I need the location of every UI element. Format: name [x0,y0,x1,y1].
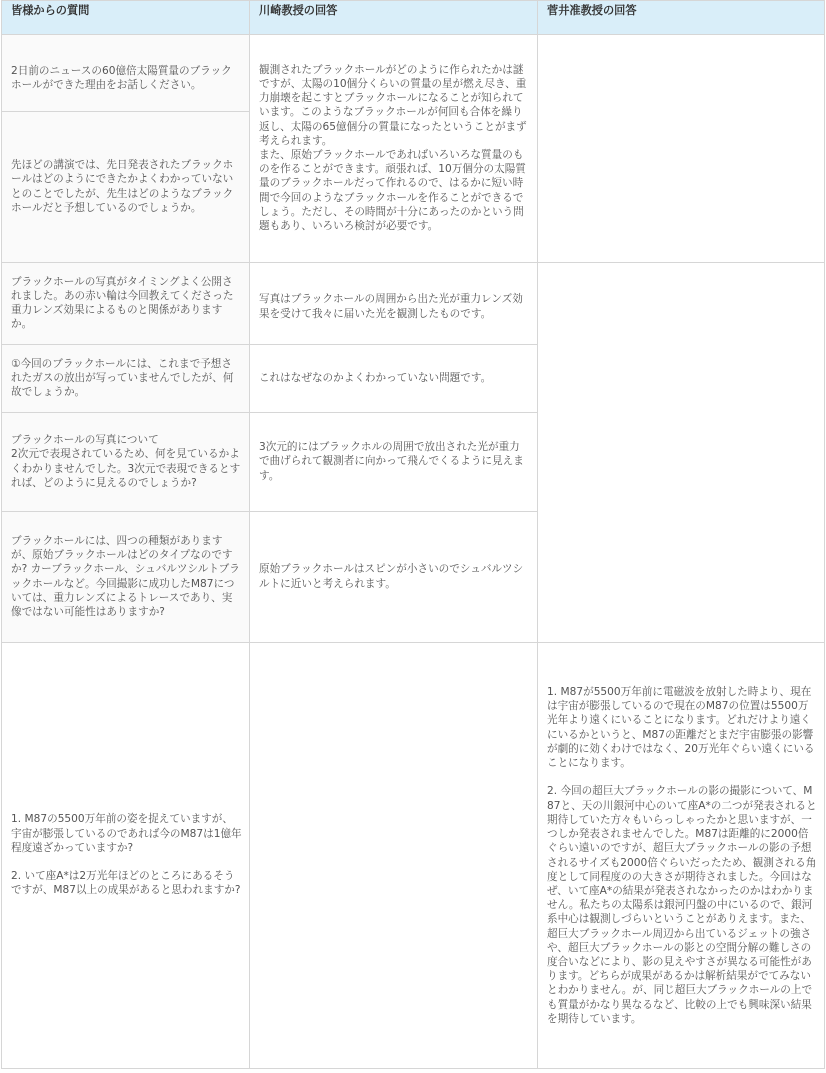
question-cell: 2日前のニュースの60億倍太陽質量のブラックホールができた理由をお話しください。 [2,35,250,112]
kawasaki-answer-cell: 観測されたブラックホールがどのように作られたかは謎ですが、太陽の10個分くらいの質量の星が燃え尽き、重力崩壊を起こすとブラックホールになることが知られています。このようなブラックホールが何回も合体を繰り返し、太陽の65億個分の質量になったということがまず考えられます。 また、原始ブラックホールであればいろいろな質量のものを作ることができます。頑張れば、10万個分の太陽質量のブラックホールだって作れるので、はるかに短い時間で今回のようなブラックホールを作ることができるでしょう。ただし、その時間が十分にあったのかという問題もあり、いろいろ検討が必要です。 [250,35,538,263]
kawasaki-answer-cell: 原始ブラックホールはスピンが小さいのでシュバルツシルトに近いと考えられます。 [250,512,538,643]
question-cell: ①今回のブラックホールには、これまで予想されたガスの放出が写っていませんでしたが、何故でしょうか。 [2,345,250,413]
question-cell: 先ほどの講演では、先日発表されたブラックホールはどのようにできたかよくわかっていないとのことでしたが、先生はどのようなブラックホールだと予想しているのでしょうか。 [2,112,250,263]
kawasaki-answer-cell: 3次元的にはブラックホルの周囲で放出された光が重力で曲げられて観測者に向かって飛んでくるように見えます。 [250,413,538,512]
sugai-answer-cell [538,35,825,263]
qa-page [1,0,825,1070]
table-header-row [2,1,825,35]
question-cell: 1. M87の5500万年前の姿を捉えていますが、宇宙が膨張しているのであれば今のM87は1億年程度遠ざかっていますか? 2. いて座A*は2万光年ほどのところにあるそうですが、M87以上の成果があると思われますか? [2,643,250,1069]
sugai-answer-cell: 1. M87が5500万年前に電磁波を放射した時より、現在は宇宙が膨張しているので現在のM87の位置は5500万光年より遠くにいることになります。どれだけより遠くにいるかというと、M87の距離だとまだ宇宙膨張の影響が劇的に効くわけではなく、20万光年ぐらい遠くにいることになります。 2. 今回の超巨大ブラックホールの影の撮影について、M87と、天の川銀河中心のいて座A*の二つが発表されると期待していた方々もいらっしゃったかと思いますが、一つしか発表されませんでした。M87は距離的に2000倍ぐらい遠いのですが、超巨大ブラックホールの影の予想されるサイズも2000倍ぐらいだったため、観測される角度として同程度のの大きさが期待されました。今回はなぜ、いて座A*の結果が発表されなかったのかはわかりません。私たちの太陽系は銀河円盤の中にいるので、銀河系中心は観測しづらいということがありえます。また、超巨大ブラックホール周辺から出ているジェットの強さや、超巨大ブラックホールの影との空間分解の難しさの度合いなどにより、影の見えやすさが異なる可能性があります。どちらが成果があるかは解析結果がでてみないとわかりません。が、同じ超巨大ブラックホールの上でも質量がかなり異なるなど、比較の上でも興味深い結果を期待しています。 [538,643,825,1069]
header-kawasaki-answer: 川崎教授の回答 [250,1,538,35]
table-row [2,643,825,1069]
question-cell: ブラックホールには、四つの種類がありますが、原始ブラックホールはどのタイプなのですか? カーブラックホール、シュバルツシルトブラックホールなど。今回撮影に成功したM87については、重力レンズによるトレースであり、実像ではない可能性はありますか? [2,512,250,643]
kawasaki-answer-cell: これはなぜなのかよくわかっていない問題です。 [250,345,538,413]
kawasaki-answer-cell [250,643,538,1069]
qa-table [1,0,825,1069]
question-cell: ブラックホールの写真がタイミングよく公開されました。あの赤い輪は今回教えてくださった重力レンズ効果によるものと関係がありますか。 [2,263,250,345]
kawasaki-answer-cell: 写真はブラックホールの周囲から出た光が重力レンズ効果を受けて我々に届いた光を観測したものです。 [250,263,538,345]
header-audience-questions: 皆様からの質問 [2,1,250,35]
table-row [2,35,825,112]
header-sugai-answer: 菅井准教授の回答 [538,1,825,35]
table-row [2,263,825,345]
sugai-answer-cell [538,263,825,643]
question-cell: ブラックホールの写真について 2次元で表現されているため、何を見ているかよくわかりませんでした。3次元で表現できるとすれば、どのように見えるのでしょうか? [2,413,250,512]
